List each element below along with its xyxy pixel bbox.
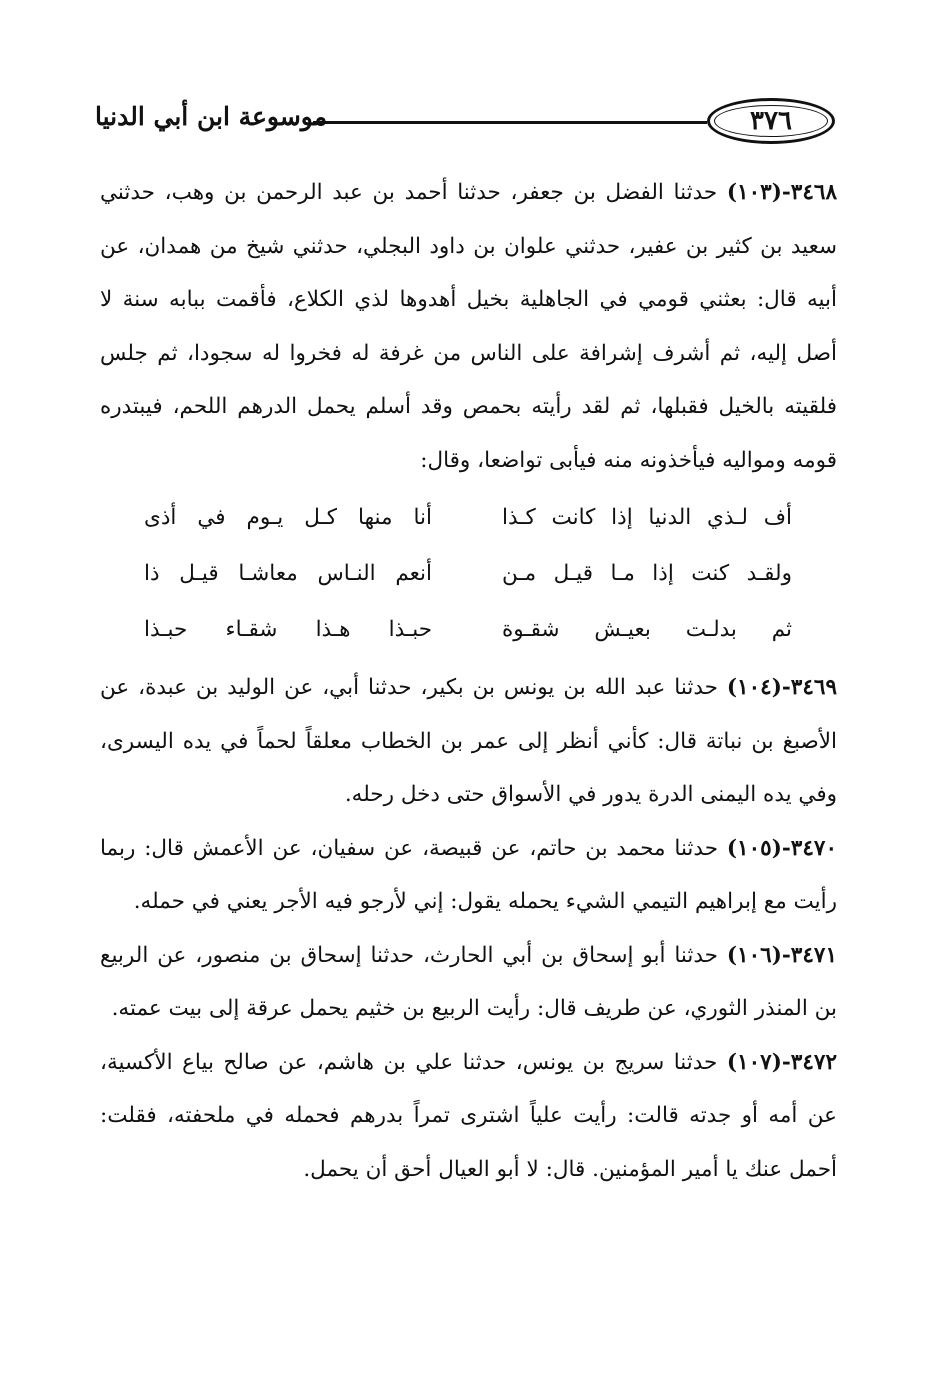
entry-text: حدثنا محمد بن حاتم، عن قبيصة، عن سفيان، عن الأعمش قال: ربما رأيت مع إبراهيم التيمي الشيء يحمله يقول: إني لأرجو فيه الأجر يعني في حمله. (100, 835, 837, 914)
entry-3468 (100, 166, 837, 487)
poem-first-hemistich: أف لـذي الدنيا إذا كانت كـذا (502, 504, 792, 530)
poem-second-hemistich: حبـذا هـذا شقـاء حبـذا (144, 616, 432, 642)
poem-verse (100, 601, 837, 657)
entry-text: حدثنا سريج بن يونس، حدثنا علي بن هاشم، عن صالح بياع الأكسية، عن أمه أو جدته قالت: رأيت علياً اشترى تمراً بدرهم فحمله في ملحفته، فقلت: أحمل عنك يا أمير المؤمنين. قال: لا أبو العيال أحق أن يحمل. (100, 1049, 837, 1182)
entry-text: حدثنا عبد الله بن يونس بن بكير، حدثنا أبي، عن الوليد بن عبدة، عن الأصبغ بن نباتة قال: كأني أنظر إلى عمر بن الخطاب معلقاً لحماً في يده اليسرى، وفي يده اليمنى الدرة يدور في الأسواق حتى دخل رحله. (100, 675, 837, 807)
entry-3469 (100, 661, 837, 822)
entry-number: ٣٤٦٨-(١٠٣) (726, 180, 837, 205)
poem-first-hemistich: ثم بدلـت بعيـش شقـوة (502, 616, 792, 642)
poem-second-hemistich: أنا منها كـل يـوم في أذى (144, 504, 432, 530)
entry-number: ٣٤٧٠-(١٠٥) (726, 835, 837, 861)
poem (100, 489, 837, 657)
header-rule (313, 121, 707, 124)
poem-verse (100, 545, 837, 601)
entry-number: ٣٤٦٩-(١٠٤) (726, 675, 837, 700)
entry-text: حدثنا أبو إسحاق بن أبي الحارث، حدثنا إسحاق بن منصور، عن الربيع بن المنذر الثوري، عن طريف قال: رأيت الربيع بن خثيم يحمل عرقة إلى بيت عمته. (100, 942, 837, 1021)
entry-number: ٣٤٧٢-(١٠٧) (726, 1049, 837, 1075)
page-number-oval (707, 98, 835, 144)
book-title: موسوعة ابن أبي الدنيا (95, 102, 328, 131)
entry-3472 (100, 1036, 837, 1197)
entry-3471 (100, 929, 837, 1036)
page-header (95, 98, 835, 154)
entry-3470 (100, 822, 837, 929)
poem-second-hemistich: أنعم النـاس معاشـا قيـل ذا (144, 560, 432, 586)
poem-verse (100, 489, 837, 545)
entry-text: حدثنا الفضل بن جعفر، حدثنا أحمد بن عبد الرحمن بن وهب، حدثني سعيد بن كثير بن عفير، حدثني علوان بن داود البجلي، حدثني شيخ من همدان، عن أبيه قال: بعثني قومي في الجاهلية بخيل أهدوها لذي الكلاع، فأقمت ببابه سنة لا أصل إليه، ثم أشرف إشرافة على الناس من غرفة له فخروا له سجودا، ثم جلس فلقيته بالخيل فقبلها، ثم لقد رأيته بحمص وقد أسلم يحمل الدرهم اللحم، فيبتدره قومه ومواليه فيأخذونه منه فيأبى تواضعا، وقال: (100, 180, 837, 473)
page-number: ٣٧٦ (750, 106, 792, 136)
page-content (100, 166, 837, 1196)
entry-number: ٣٤٧١-(١٠٦) (726, 942, 837, 968)
poem-first-hemistich: ولقـد كنت إذا مـا قيـل مـن (502, 560, 792, 586)
